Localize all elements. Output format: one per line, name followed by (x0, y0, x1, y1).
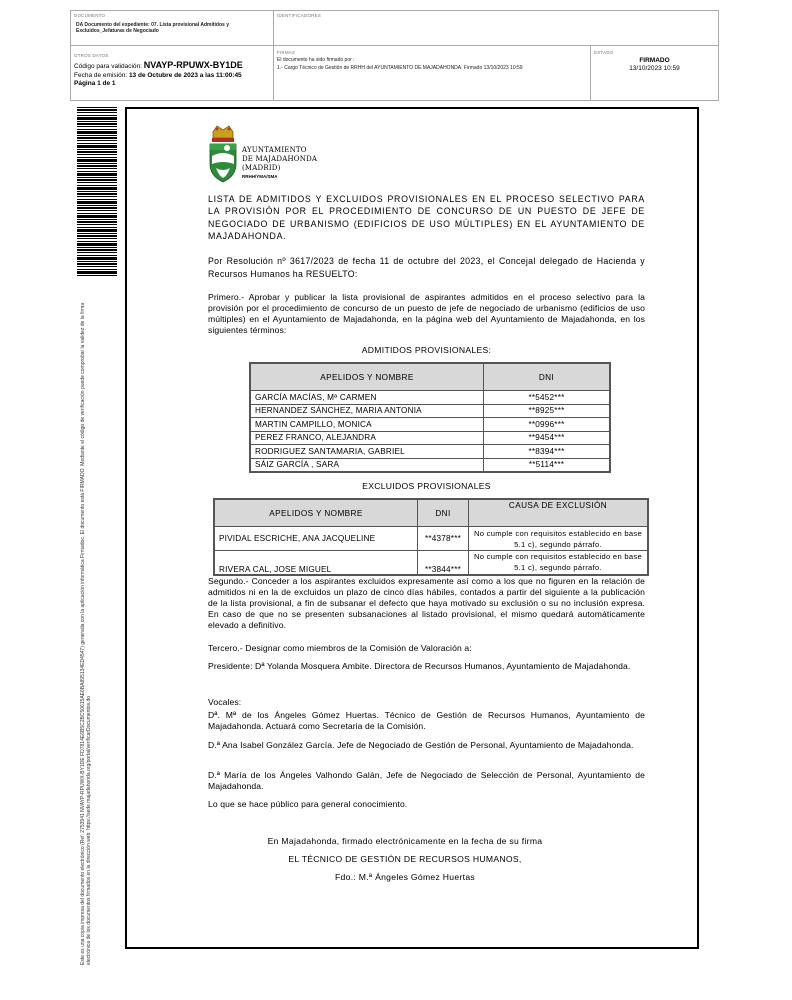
coat-of-arms-logo (207, 124, 239, 186)
admitido-name: GARCÍA MACÍAS, Mª CARMEN (250, 391, 484, 405)
admitidos-row (250, 445, 610, 459)
excluido-name: RIVERA CAL, JOSE MIGUEL (214, 551, 418, 575)
barcode (77, 107, 117, 277)
logo-ref: RRHH/YMA/SMA (242, 174, 278, 179)
fecha-value: 13 de Octubre de 2023 a las 11:00:45 (128, 72, 242, 79)
excluidos-col-name: APELIDOS Y NOMBRE (214, 499, 418, 527)
admitidos-table (249, 362, 611, 473)
estado-value: FIRMADO (639, 57, 670, 64)
codigo-prefix: Código para validación: (74, 63, 142, 70)
signature-line-1: En Majadahonda, firmado electrónicamente en la fecha de su firma (267, 836, 543, 846)
otros-datos-label: OTROS DATOS (74, 53, 109, 58)
excluidos-col-causa: CAUSA DE EXCLUSIÓN (469, 499, 649, 527)
excluido-causa: No cumple con requisitos establecido en base 5.1 c), segundo párrafo. (469, 527, 649, 551)
admitidos-row (250, 431, 610, 445)
codigo-value: NVAYP-RPUWX-BY1DE (143, 60, 243, 70)
admitido-name: MARTIN CAMPILLO, MONICA (250, 418, 484, 432)
excluidos-col-dni: DNI (418, 499, 469, 527)
excluido-dni: **4378*** (418, 527, 469, 551)
excluido-name: PIVIDAL ESCRICHE, ANA JACQUELINE (214, 527, 418, 551)
admitido-dni: **8925*** (484, 404, 611, 418)
documento-value: DA Documento del expediente: 07. Lista provisional Admitidos y Excluidos_Jefaturas de Negociado (76, 22, 229, 34)
excluidos-table (213, 498, 649, 576)
admitidos-row (250, 418, 610, 432)
signature-line-3: Fdo.: M.ª Ángeles Gómez Huertas (334, 872, 475, 882)
excluido-dni: **3844*** (418, 551, 469, 575)
vocal-2: D.ª Ana Isabel González García. Jefe de Negociado de Gestión de Personal, Ayuntamiento de Majadahonda. (208, 740, 634, 750)
presidente-paragraph: Presidente: Dª Yolanda Mosquera Ambite. Directora de Recursos Humanos, Ayuntamiento de Majadahonda. (208, 661, 631, 671)
vocal-3: D.ª María de los Ángeles Valhondo Galán, Jefe de Negociado de Selección de Personal, Ayuntamiento de Majadahonda. (208, 770, 645, 791)
admitido-dni: **0996*** (484, 418, 611, 432)
excluidos-row (214, 527, 648, 551)
pagina-label: Página 1 de 1 (74, 80, 116, 87)
admitidos-table-body (250, 391, 610, 472)
admitidos-row (250, 391, 610, 405)
logo-text-2: DE MAJADAHONDA (242, 155, 318, 163)
estado-label: ESTADO (594, 50, 614, 55)
excluidos-heading: EXCLUIDOS PROVISIONALES (362, 481, 491, 491)
documento-label: DOCUMENTO (74, 13, 106, 18)
admitido-name: PEREZ FRANCO, ALEJANDRA (250, 431, 484, 445)
closing-line: Lo que se hace público para general conocimiento. (208, 799, 408, 809)
admitido-name: HERNANDEZ SÁNCHEZ, MARIA ANTONIA (250, 404, 484, 418)
coat-of-arms-icon (207, 124, 239, 186)
primero-paragraph: Primero.- Aprobar y publicar la lista provisional de aspirantes admitidos en el proceso selectivo para la provisión por el procedimiento de concurso de un puesto de jefe de negociado de urbanismo (edificios de uso múltiples) en el Ayuntamiento de Majadahonda, en la página web del Ayuntamiento de Majadahonda, en los siguientes términos: (208, 292, 645, 335)
logo-text-3: (MADRID) (242, 164, 281, 172)
excluidos-table-body (214, 527, 648, 575)
admitido-name: SÁIZ GARCÍA , SARA (250, 458, 484, 472)
admitido-dni: **9454*** (484, 431, 611, 445)
firmas-label: FIRMAS (277, 50, 296, 55)
vocal-1: Dª. Mª de los Ángeles Gómez Huertas. Técnico de Gestión de Recursos Humanos, Ayuntamiento de Majadahonda. Actuará como Secretaria de la Comisión. (208, 710, 645, 731)
admitidos-row (250, 404, 610, 418)
tercero-paragraph: Tercero.- Designar como miembros de la Comisión de Valoración a: (208, 643, 472, 653)
admitidos-col-dni: DNI (484, 363, 611, 391)
segundo-paragraph: Segundo.- Conceder a los aspirantes excluidos expresamente así como a los que no figuren en la relación de admitidos ni en la de excluidos un plazo de cinco días hábiles, contados a partir del siguiente a la publicación de la lista provisional, a fin de subsanar el defecto que haya motivado su exclusión o su no inclusión expresa. En caso de que no se presenten subsanaciones al listado provisional, el mismo quedará automáticamente elevado a definitivo. (208, 576, 645, 630)
document-title: LISTA DE ADMITIDOS Y EXCLUIDOS PROVISIONALES EN EL PROCESO SELECTIVO PARA LA PROVISIÓN POR EL PROCEDIMIENTO DE CONCURSO DE UN PUESTO DE JEFE DE NEGOCIADO DE URBANISMO (EDIFICIOS DE USO MÚLTIPLES) EN EL AYUNTAMIENTO DE MAJADAHONDA. (208, 194, 645, 242)
signature-line-2: EL TÉCNICO DE GESTIÓN DE RECURSOS HUMANOS, (288, 854, 522, 864)
logo-text-1: AYUNTAMIENTO (242, 146, 307, 154)
admitido-dni: **8394*** (484, 445, 611, 459)
admitidos-heading: ADMITIDOS PROVISIONALES: (361, 345, 492, 355)
fecha-emision (74, 72, 274, 80)
header-firmas-box (273, 45, 591, 101)
admitido-dni: **5114*** (484, 458, 611, 472)
intro-paragraph: Por Resolución nº 3617/2023 de fecha 11 de octubre del 2023, el Concejal delegado de Hacienda y Recursos Humanos ha RESUELTO: (208, 256, 645, 279)
admitido-dni: **5452*** (484, 391, 611, 405)
admitido-name: RODRIGUEZ SANTAMARIA, GABRIEL (250, 445, 484, 459)
vocales-label: Vocales: (208, 697, 242, 707)
estado-date: 13/10/2023 10:59 (629, 65, 680, 72)
side-verification-note: Este es una copia impresa del documento electrónico (Ref: 2753941 NVAYP-RPUWX-BY1DE FD7814E6B5C2BC50615AE6BA895134ED4547) generada con la aplicación informática Firmadoc. El documento está FIRMADO. Mediante el código de verificación puede comprobar la validez de la firma electrónica de los documentos firmados en la dirección web: https://sede.majadahonda.org/portal/verificarDocumentos.do (80, 302, 92, 965)
fecha-prefix: Fecha de emisión: (74, 72, 128, 79)
firmas-line1: El documento ha sido firmado por : (277, 57, 355, 63)
excluido-causa: No cumple con requisitos establecido en base 5.1 c), segundo párrafo. (469, 551, 649, 575)
admitidos-col-name: APELIDOS Y NOMBRE (250, 363, 484, 391)
codigo-validacion (74, 61, 274, 71)
admitidos-row (250, 458, 610, 472)
header-identificadores-box (273, 10, 719, 46)
excluidos-row (214, 551, 648, 575)
identificadores-label: IDENTIFICADORES (277, 13, 322, 18)
firmas-line2: 1.- Cargo Técnico de Gestión de RRHH del AYUNTAMIENTO DE MAJADAHONDA. Firmado 13/10/2023 10:59 (277, 65, 523, 71)
